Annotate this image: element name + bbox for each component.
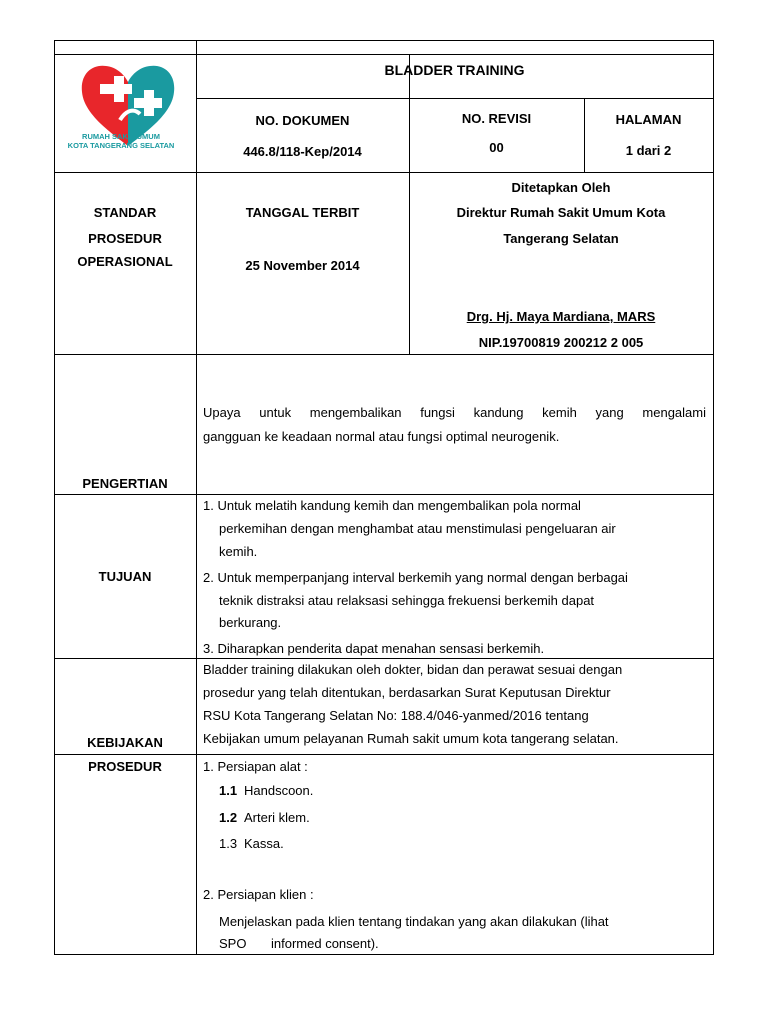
logo-text-line1: RUMAH SAKIT UMUM	[82, 132, 160, 141]
pengertian-line2: gangguan ke keadaan normal atau fungsi optimal neurogenik.	[203, 429, 560, 444]
halaman-column-line	[584, 98, 585, 172]
title-bottom-line	[196, 98, 714, 99]
item-number: 1.2	[219, 810, 238, 825]
halaman-value: 1 dari 2	[625, 143, 672, 158]
persiapan-alat: 1. Persiapan alat :	[203, 759, 308, 774]
tujuan-line: 2. Untuk memperpanjang interval berkemih yang normal dengan berbagai	[203, 570, 628, 585]
persiapan-klien: 2. Persiapan klien :	[203, 887, 314, 902]
tanggal-terbit-value: 25 November 2014	[245, 258, 360, 273]
kebijakan-bottom-line	[54, 754, 714, 755]
tujuan-line: berkurang.	[219, 615, 282, 630]
item-number: 1.3	[219, 836, 238, 851]
no-dokumen-value: 446.8/118-Kep/2014	[243, 144, 362, 159]
tujuan-line: 1. Untuk melatih kandung kemih dan mengembalikan pola normal	[203, 498, 581, 513]
klien-line2-consent: informed consent).	[271, 936, 379, 951]
table-bottom-border	[54, 954, 714, 955]
table-left-border	[54, 40, 55, 955]
kebijakan-line: RSU Kota Tangerang Selatan No: 188.4/046-yanmed/2016 tentang	[203, 708, 589, 723]
item-text: Arteri klem.	[244, 810, 310, 825]
pengertian-line1: Upaya untuk mengembalikan fungsi kandung kemih yang mengalami	[203, 405, 706, 420]
label-column-line	[196, 40, 197, 955]
spo-bottom-line	[54, 354, 714, 355]
kebijakan-label: KEBIJAKAN	[87, 735, 163, 750]
tujuan-line: teknik distraksi atau relaksasi sehingga frekuensi berkemih dapat	[219, 593, 595, 608]
spo-label-line1: STANDAR	[93, 205, 157, 220]
logo-text-line2: KOTA TANGERANG SELATAN	[67, 141, 175, 150]
pengertian-label: PENGERTIAN	[82, 476, 168, 491]
kebijakan-line: prosedur yang telah ditentukan, berdasarkan Surat Keputusan Direktur	[203, 685, 611, 700]
spo-label-line3: OPERASIONAL	[77, 254, 173, 269]
spo-label-line2: PROSEDUR	[88, 231, 162, 246]
tujuan-line: kemih.	[219, 544, 258, 559]
no-dokumen-label: NO. DOKUMEN	[255, 113, 350, 128]
ditetapkan-oleh: Ditetapkan Oleh	[511, 180, 611, 195]
document-title: BLADDER TRAINING	[384, 62, 525, 78]
kebijakan-line: Kebijakan umum pelayanan Rumah sakit umum kota tangerang selatan.	[203, 731, 619, 746]
tujuan-label: TUJUAN	[98, 569, 152, 584]
header-bottom-line	[54, 172, 714, 173]
signatory-nip: NIP.19700819 200212 2 005	[478, 335, 644, 350]
item-number: 1.1	[219, 783, 238, 798]
pengertian-bottom-line	[54, 494, 714, 495]
halaman-label: HALAMAN	[615, 112, 682, 127]
no-revisi-value: 00	[489, 140, 504, 155]
item-text: Handscoon.	[244, 783, 314, 798]
tanggal-terbit-label: TANGGAL TERBIT	[245, 205, 360, 220]
header-top-line	[54, 54, 714, 55]
signatory-name: Drg. Hj. Maya Mardiana, MARS	[466, 309, 656, 324]
prosedur-label: PROSEDUR	[88, 759, 162, 774]
klien-line2-spo: SPO	[219, 936, 247, 951]
table-top-border	[54, 40, 714, 41]
table-right-border	[713, 40, 714, 955]
tujuan-line: 3. Diharapkan penderita dapat menahan sensasi berkemih.	[203, 641, 545, 656]
item-text: Kassa.	[244, 836, 284, 851]
tujuan-bottom-line	[54, 658, 714, 659]
tujuan-line: perkemihan dengan menghambat atau menstimulasi pengeluaran air	[219, 521, 616, 536]
direktur-line2: Tangerang Selatan	[503, 231, 619, 246]
kebijakan-line: Bladder training dilakukan oleh dokter, bidan dan perawat sesuai dengan	[203, 662, 623, 677]
no-revisi-label: NO. REVISI	[461, 111, 532, 126]
direktur-line1: Direktur Rumah Sakit Umum Kota	[456, 205, 666, 220]
klien-line1: Menjelaskan pada klien tentang tindakan yang akan dilakukan (lihat	[219, 914, 609, 929]
